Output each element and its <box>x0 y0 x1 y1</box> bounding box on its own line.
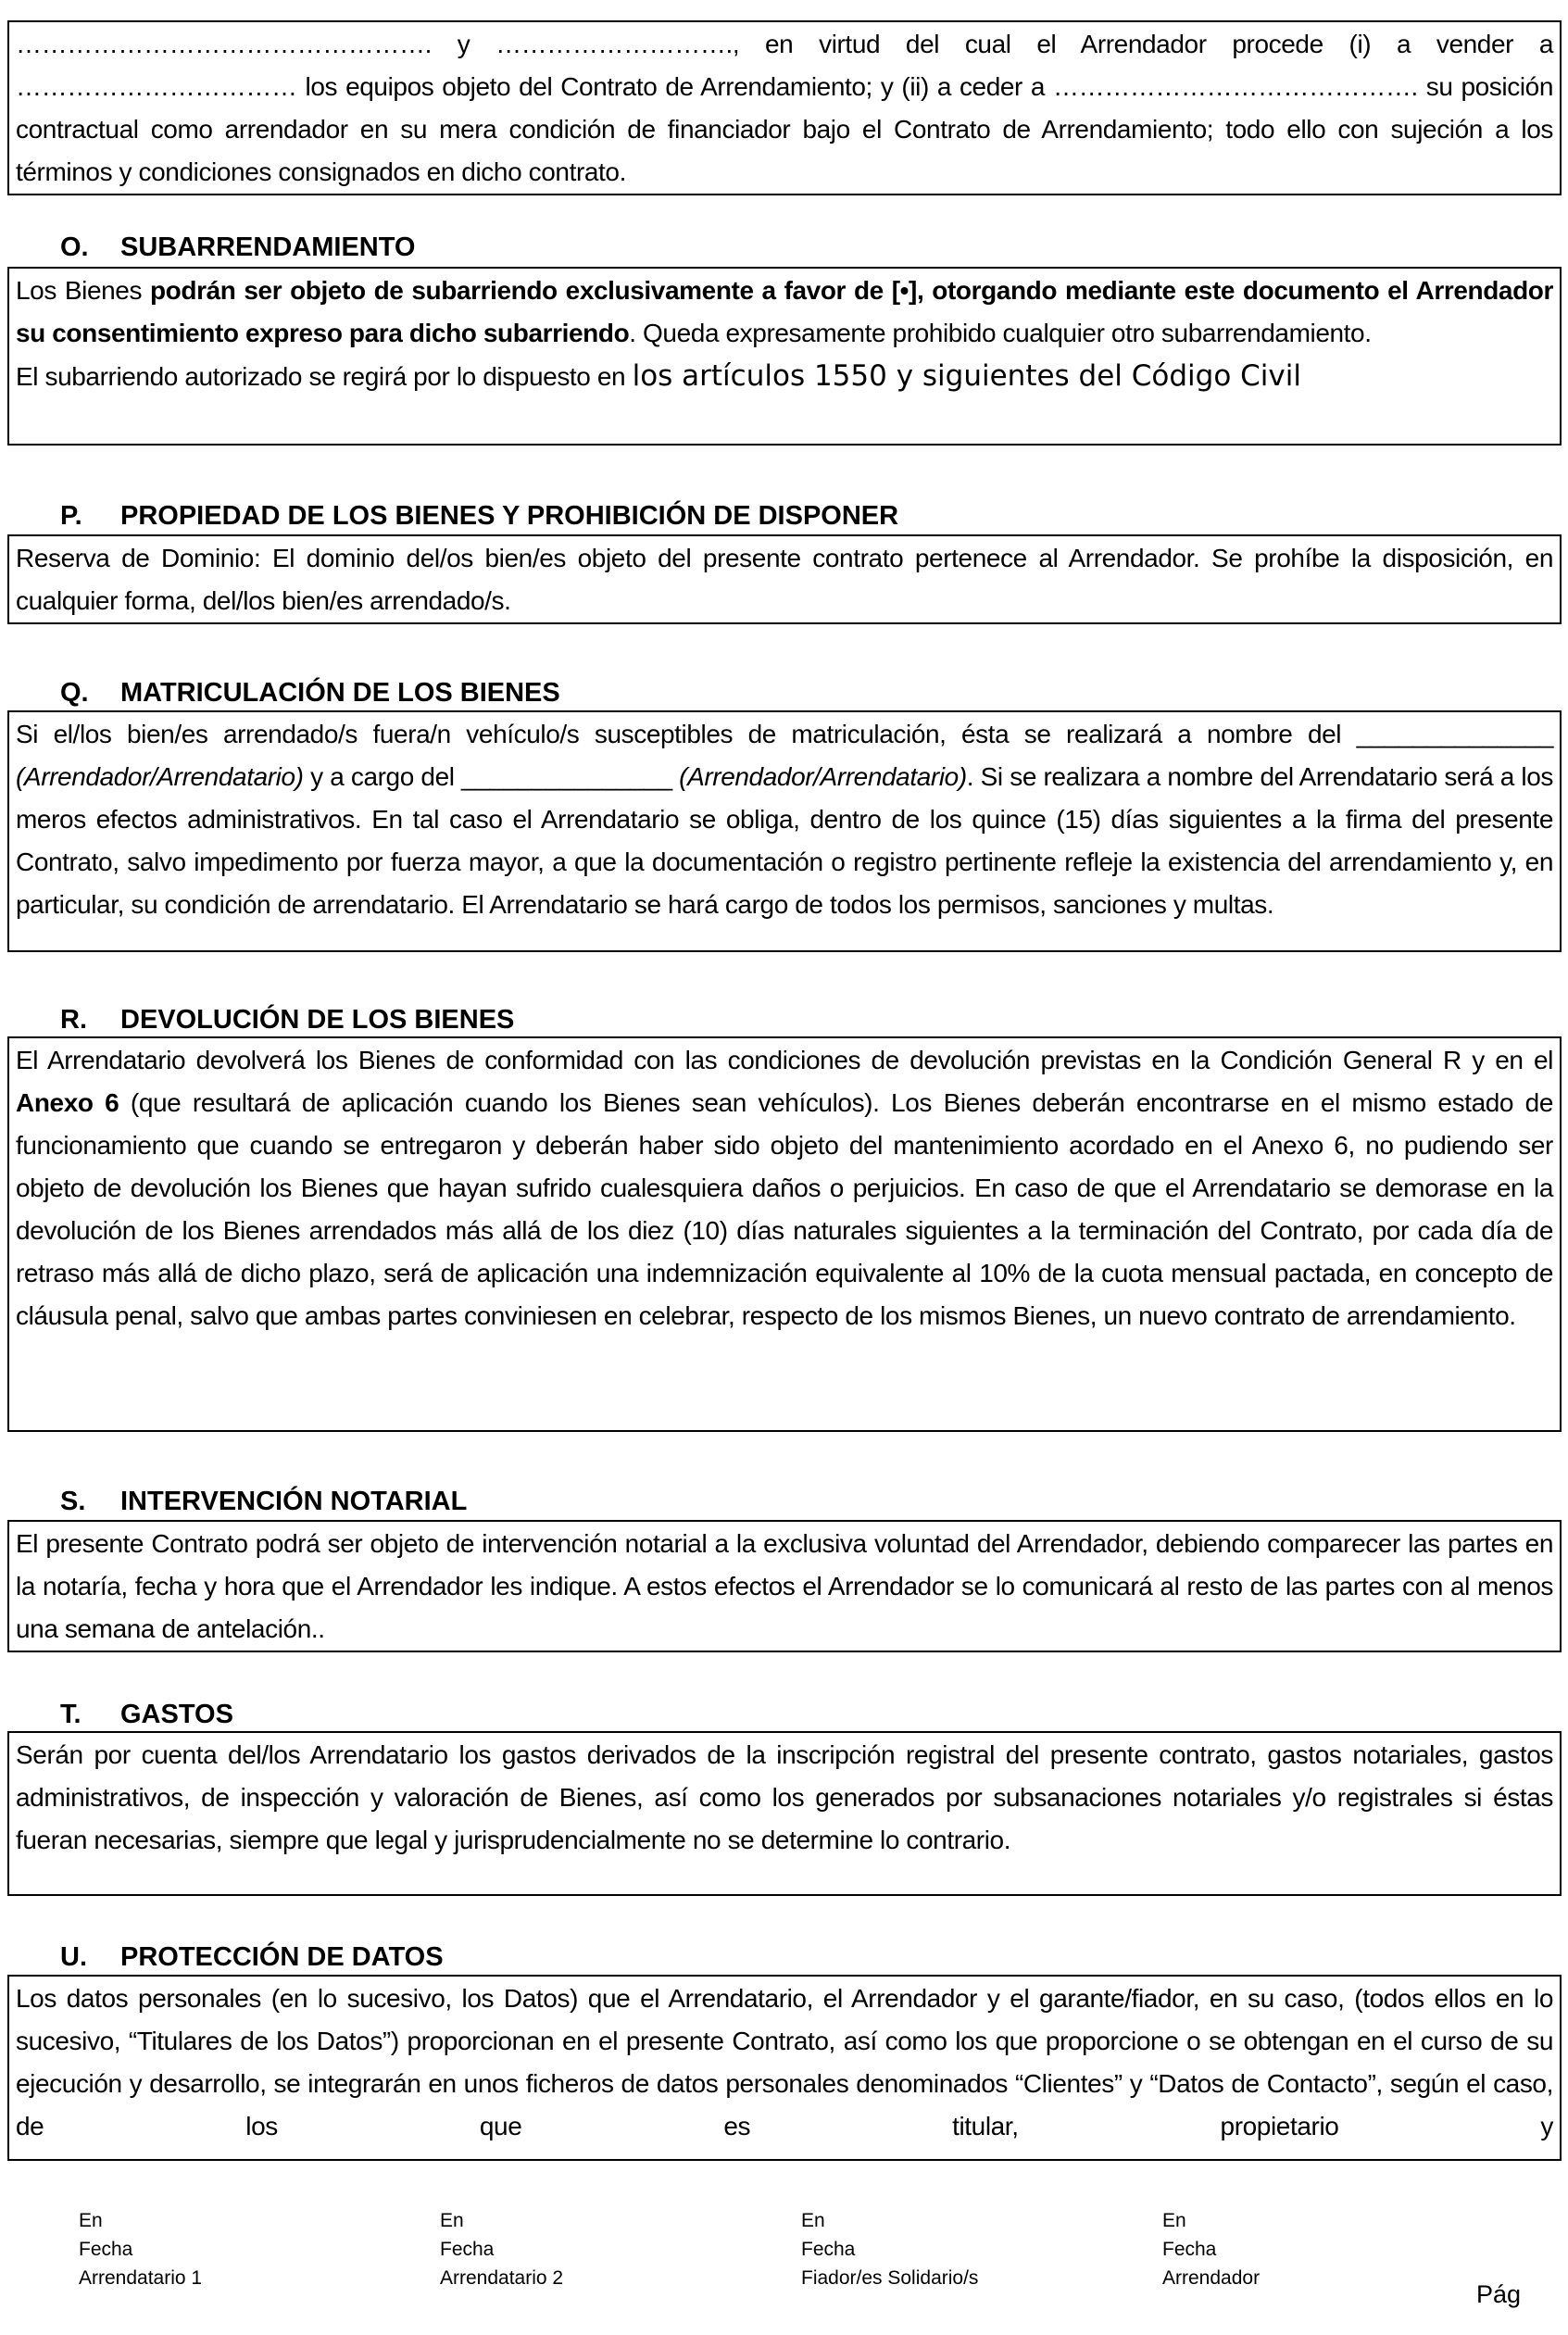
section-letter: S. <box>60 1487 86 1516</box>
signature-date-label: Fecha <box>801 2239 856 2260</box>
text-run: Los Bienes <box>16 276 150 305</box>
text-run: …………………………………………. y ………………………., en virtud del cual el Arrendador procede (i) a vender a …………………………… los equipos objeto del Contrato de Arrendamiento; y (ii) a ceder a ……………………………………. su posición contractual como arrendador en su mera condición de financiador bajo el Contrato de Arrendamiento; todo ello con sujeción a los términos y condiciones consignados en dicho contrato. <box>16 30 1553 186</box>
section-title: SUBARRENDAMIENTO <box>120 232 416 262</box>
text-run: Si el/los bien/es arrendado/s fuera/n vehículo/s susceptibles de matriculación, ésta se realizará a nombre del ______________ <box>16 720 1553 748</box>
clause-box-intervencion-notarial <box>7 1520 1562 1652</box>
section-heading-subarrendamiento <box>7 232 415 263</box>
section-title: INTERVENCIÓN NOTARIAL <box>120 1487 468 1516</box>
signature-location-label: En <box>79 2210 103 2231</box>
signature-date-label: Fecha <box>440 2239 495 2260</box>
signature-column-arrendatario-2 <box>440 2206 563 2292</box>
clause-paragraph <box>16 537 1553 622</box>
signature-date-label: Fecha <box>79 2239 133 2260</box>
signature-party-label: Fiador/es Solidario/s <box>801 2267 979 2289</box>
clause-box-matriculacion <box>7 710 1562 952</box>
clause-paragraph <box>16 270 1553 355</box>
section-heading-devolucion <box>7 1004 514 1036</box>
text-run: Serán por cuenta del/los Arrendatario los gastos derivados de la inscripción registral del presente contrato, gastos notariales, gastos administrativos, de inspección y valoración de Bienes, así como los generados por subsanaciones notariales y/o registrales si éstas fueran necesarias, siempre que legal y jurisprudencialmente no se determine lo contrario. <box>16 1740 1553 1854</box>
clause-paragraph <box>16 1523 1553 1651</box>
clause-paragraph <box>16 1039 1553 1337</box>
clause-box-devolucion <box>7 1036 1562 1432</box>
page-number-label: Pág <box>1476 2280 1522 2308</box>
text-run: El presente Contrato podrá ser objeto de intervención notarial a la exclusiva voluntad del Arrendador, debiendo comparecer las partes en la notaría, fecha y hora que el Arrendador les indique. A estos efectos el Arrendador se lo comunicará al resto de las partes con al menos una semana de antelación.. <box>16 1529 1553 1643</box>
clause-paragraph <box>16 713 1553 926</box>
section-title: PROPIEDAD DE LOS BIENES Y PROHIBICIÓN DE DISPONER <box>120 501 899 531</box>
clause-box-propiedad <box>7 534 1562 624</box>
text-run: El Arrendatario devolverá los Bienes de conformidad con las condiciones de devolución previstas en la Condición General R y en el <box>16 1046 1553 1074</box>
text-run-italic: (Arrendador/Arrendatario) <box>679 762 967 791</box>
section-heading-matriculacion <box>7 677 560 709</box>
text-run: El subarriendo autorizado se regirá por lo dispuesto en <box>16 362 633 391</box>
section-title: GASTOS <box>120 1700 233 1729</box>
text-run-bold: podrán ser objeto de subarriendo exclusivamente a favor de [•], otorgando mediante este documento el Arrendador su consentimiento expreso para dicho subarriendo <box>16 276 1553 347</box>
signature-column-fiador <box>801 2206 978 2292</box>
section-title: MATRICULACIÓN DE LOS BIENES <box>120 678 560 708</box>
clause-paragraph <box>16 1734 1553 1862</box>
section-letter: P. <box>60 501 82 531</box>
signature-location-label: En <box>440 2210 464 2231</box>
signature-column-arrendador <box>1162 2206 1260 2292</box>
clause-box-subarrendamiento <box>7 267 1562 446</box>
signature-party-label: Arrendatario 1 <box>79 2267 203 2289</box>
section-letter: T. <box>60 1700 82 1729</box>
text-run-italic: (Arrendador/Arrendatario) <box>16 762 304 791</box>
text-run: y a cargo del _______________ <box>303 762 680 791</box>
text-run-large: los artículos 1550 y siguientes del Código Civil <box>632 359 1301 393</box>
text-run-bold: Anexo 6 <box>16 1088 119 1117</box>
section-letter: R. <box>60 1005 87 1035</box>
section-letter: U. <box>60 1942 87 1972</box>
section-heading-intervencion-notarial <box>7 1486 467 1517</box>
signature-location-label: En <box>801 2210 825 2231</box>
text-run: Reserva de Dominio: El dominio del/os bien/es objeto del presente contrato pertenece al Arrendador. Se prohíbe la disposición, en cualquier forma, del/los bien/es arrendado/s. <box>16 544 1553 615</box>
clause-box-gastos <box>7 1731 1562 1896</box>
clause-box-proteccion-datos <box>7 1975 1562 2161</box>
signature-party-label: Arrendatario 2 <box>440 2267 564 2289</box>
clause-paragraph <box>16 23 1553 194</box>
section-letter: Q. <box>60 678 89 708</box>
signature-column-arrendatario-1 <box>79 2206 202 2292</box>
section-heading-proteccion-datos <box>7 1941 444 1973</box>
section-letter: O. <box>60 232 89 262</box>
text-run: Los datos personales (en lo sucesivo, los Datos) que el Arrendatario, el Arrendador y el garante/fiador, en su caso, (todos ellos en lo sucesivo, “Titulares de los Datos”) proporcionan en el presente Contrato, así como los que proporcione o se obtengan en el curso de su ejecución y desarrollo, se integrarán en unos ficheros de datos personales denominados “Clientes” y “Datos de Contacto”, según el caso, de los que es titular, propietario y <box>16 1984 1553 2140</box>
section-heading-gastos <box>7 1699 233 1730</box>
clause-box-intro <box>7 20 1562 195</box>
text-run: . Queda expresamente prohibido cualquier otro subarrendamiento. <box>629 319 1372 347</box>
text-run: (que resultará de aplicación cuando los Bienes sean vehículos). Los Bienes deberán encontrarse en el mismo estado de funcionamiento que cuando se entregaron y deberán haber sido objeto del mantenimiento acordado en el Anexo 6, no pudiendo ser objeto de devolución los Bienes que hayan sufrido cualesquiera daños o perjuicios. En caso de que el Arrendatario se demorase en la devolución de los Bienes arrendados más allá de los diez (10) días naturales siguientes a la terminación del Contrato, por cada día de retraso más allá de dicho plazo, será de aplicación una indemnización equivalente al 10% de la cuota mensual pactada, en concepto de cláusula penal, salvo que ambas partes conviniesen en celebrar, respecto de los mismos Bienes, un nuevo contrato de arrendamiento. <box>16 1088 1553 1330</box>
section-title: PROTECCIÓN DE DATOS <box>120 1942 444 1972</box>
signature-party-label: Arrendador <box>1162 2267 1261 2289</box>
clause-paragraph <box>16 1977 1553 2148</box>
signature-date-label: Fecha <box>1162 2239 1217 2260</box>
section-heading-propiedad <box>7 500 898 532</box>
signature-location-label: En <box>1162 2210 1186 2231</box>
clause-paragraph <box>16 355 1553 398</box>
section-title: DEVOLUCIÓN DE LOS BIENES <box>120 1005 515 1035</box>
text-run: . Si se realizara a nombre del Arrendatario será a los meros efectos administrativos. En tal caso el Arrendatario se obliga, dentro de los quince (15) días siguientes a la firma del presente Contrato, salvo impedimento por fuerza mayor, a que la documentación o registro pertinente refleje la existencia del arrendamiento y, en particular, su condición de arrendatario. El Arrendatario se hará cargo de todos los permisos, sanciones y multas. <box>16 762 1553 919</box>
